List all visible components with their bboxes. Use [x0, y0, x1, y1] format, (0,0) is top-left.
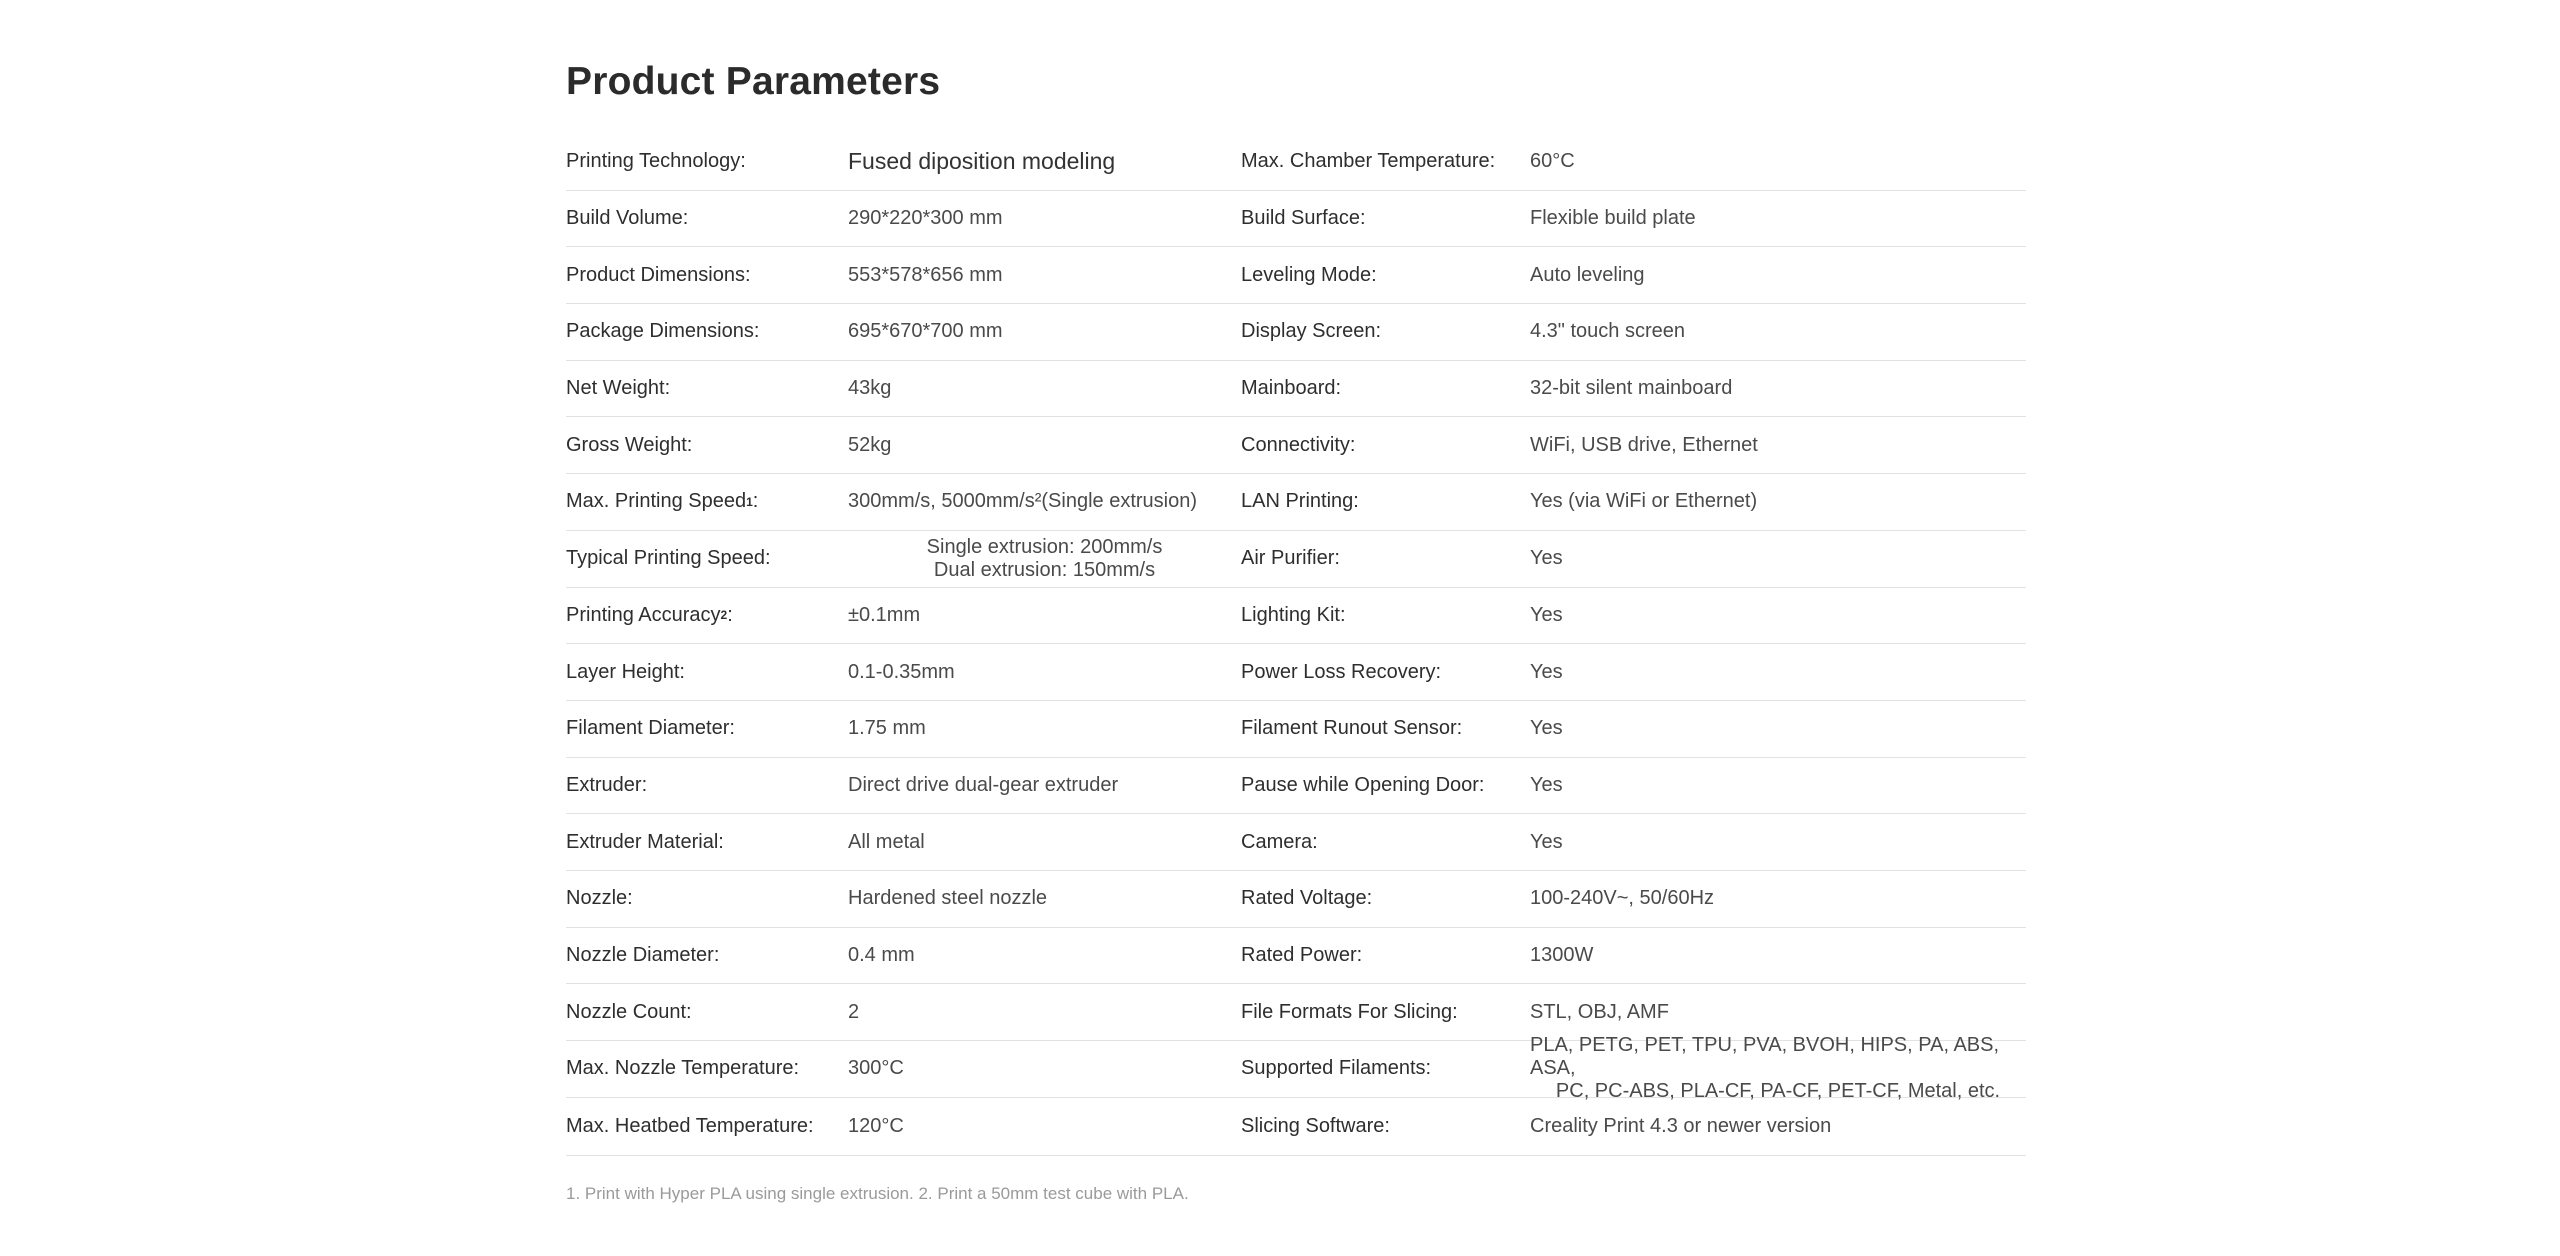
param-label: Extruder:: [566, 773, 648, 796]
param-label-suffix: :: [752, 490, 759, 513]
param-label: Build Volume:: [566, 207, 689, 230]
param-label: Power Loss Recovery:: [1241, 660, 1442, 683]
param-label: Net Weight:: [566, 377, 671, 400]
param-value: WiFi, USB drive, Ethernet: [1530, 433, 1758, 456]
param-label: File Formats For Slicing:: [1241, 1000, 1458, 1023]
table-row: [566, 984, 2026, 1041]
param-value: 100-240V~, 50/60Hz: [1530, 887, 1715, 910]
param-value: 32-bit silent mainboard: [1530, 377, 1733, 400]
param-value: Direct drive dual-gear extruder: [848, 773, 1119, 796]
param-label: Slicing Software:: [1241, 1114, 1390, 1137]
param-label: Nozzle Count:: [566, 1000, 692, 1023]
table-row: [566, 701, 2026, 758]
param-label-text: Printing Accuracy: [566, 603, 721, 626]
table-row: [566, 588, 2026, 645]
param-label: Printing Accuracy 2 :: [566, 603, 733, 626]
param-value: Yes: [1530, 773, 1563, 796]
param-value: 1300W: [1530, 943, 1594, 966]
table-row: [566, 417, 2026, 474]
param-label: Product Dimensions:: [566, 263, 751, 286]
param-value-line: Dual extrusion: 150mm/s: [933, 558, 1156, 581]
table-row: [566, 758, 2026, 815]
param-value: Yes: [1530, 603, 1563, 626]
param-value: 52kg: [848, 433, 892, 456]
param-value: 4.3" touch screen: [1530, 320, 1685, 343]
param-label: Extruder Material:: [566, 830, 724, 853]
param-label: Build Surface:: [1241, 207, 1366, 230]
parameters-table: [566, 134, 2026, 1156]
param-value: Creality Print 4.3 or newer version: [1530, 1114, 1832, 1137]
table-row: [566, 247, 2026, 304]
param-value: All metal: [848, 830, 925, 853]
param-value: Yes: [1530, 717, 1563, 740]
table-row: [566, 304, 2026, 361]
param-label: Package Dimensions:: [566, 320, 760, 343]
param-label: Printing Technology:: [566, 150, 746, 173]
table-row: [566, 928, 2026, 985]
param-label: Lighting Kit:: [1241, 603, 1346, 626]
param-value: 120°C: [848, 1114, 904, 1137]
param-label: LAN Printing:: [1241, 490, 1359, 513]
param-value: Hardened steel nozzle: [848, 887, 1048, 910]
param-label: Camera:: [1241, 830, 1318, 853]
param-value: 60°C: [1530, 150, 1575, 173]
param-label: Leveling Mode:: [1241, 263, 1377, 286]
param-label: Layer Height:: [566, 660, 685, 683]
param-label: Gross Weight:: [566, 433, 693, 456]
param-value: [848, 531, 1241, 587]
param-label: Max. Nozzle Temperature:: [566, 1057, 800, 1080]
param-label: Rated Power:: [1241, 943, 1363, 966]
param-label: Supported Filaments:: [1241, 1057, 1432, 1080]
param-label: Filament Runout Sensor:: [1241, 717, 1463, 740]
table-row: [566, 1098, 2026, 1156]
param-value: 300°C: [848, 1057, 904, 1080]
param-label: Rated Voltage:: [1241, 887, 1373, 910]
param-label: Nozzle:: [566, 887, 633, 910]
param-value: 43kg: [848, 377, 892, 400]
param-value-line: PC, PC-ABS, PLA-CF, PA-CF, PET-CF, Metal, etc.: [1555, 1080, 2001, 1103]
param-value: 300mm/s, 5000mm/s²(Single extrusion): [848, 490, 1198, 513]
page-title: Product Parameters: [566, 60, 941, 103]
table-row: [566, 1034, 2026, 1103]
param-value: 553*578*656 mm: [848, 263, 1003, 286]
param-value: Yes: [1530, 830, 1563, 853]
param-value: Flexible build plate: [1530, 207, 1696, 230]
param-value: [1530, 1034, 2026, 1103]
param-label: Typical Printing Speed:: [566, 547, 771, 570]
param-value: 695*670*700 mm: [848, 320, 1003, 343]
param-value: 0.4 mm: [848, 943, 915, 966]
table-row: [566, 474, 2026, 531]
param-label-text: Max. Printing Speed: [566, 490, 747, 513]
table-row: [566, 814, 2026, 871]
param-label: Connectivity:: [1241, 433, 1356, 456]
param-label: Air Purifier:: [1241, 547, 1340, 570]
param-value: STL, OBJ, AMF: [1530, 1000, 1669, 1023]
param-label: Max. Chamber Temperature:: [1241, 150, 1496, 173]
table-row: [566, 644, 2026, 701]
table-row: [566, 871, 2026, 928]
param-value-line: PLA, PETG, PET, TPU, PVA, BVOH, HIPS, PA, ABS, ASA,: [1530, 1034, 2000, 1080]
param-label: Max. Heatbed Temperature:: [566, 1114, 814, 1137]
param-value: ±0.1mm: [848, 603, 921, 626]
param-value: Yes: [1530, 660, 1563, 683]
param-value: Fused diposition modeling: [848, 148, 1116, 175]
param-value: 2: [848, 1000, 860, 1023]
footnote: 1. Print with Hyper PLA using single extrusion. 2. Print a 50mm test cube with PLA.: [566, 1184, 1189, 1203]
param-value: Yes (via WiFi or Ethernet): [1530, 490, 1758, 513]
param-label: Mainboard:: [1241, 377, 1342, 400]
param-label-suffix: :: [727, 603, 733, 626]
param-label: Display Screen:: [1241, 320, 1382, 343]
param-label: Max. Printing Speed 1 :: [566, 490, 759, 513]
table-row: [566, 531, 2026, 588]
table-row: [566, 191, 2026, 248]
table-row: [566, 134, 2026, 191]
param-value-line: Single extrusion: 200mm/s: [926, 535, 1163, 558]
param-label: Filament Diameter:: [566, 717, 735, 740]
param-label: Nozzle Diameter:: [566, 943, 720, 966]
param-value: Yes: [1530, 547, 1563, 570]
param-label: Pause while Opening Door:: [1241, 773, 1485, 796]
param-value: 290*220*300 mm: [848, 207, 1003, 230]
param-value: 0.1-0.35mm: [848, 660, 955, 683]
table-row: [566, 361, 2026, 418]
param-value: Auto leveling: [1530, 263, 1645, 286]
param-value: 1.75 mm: [848, 717, 926, 740]
